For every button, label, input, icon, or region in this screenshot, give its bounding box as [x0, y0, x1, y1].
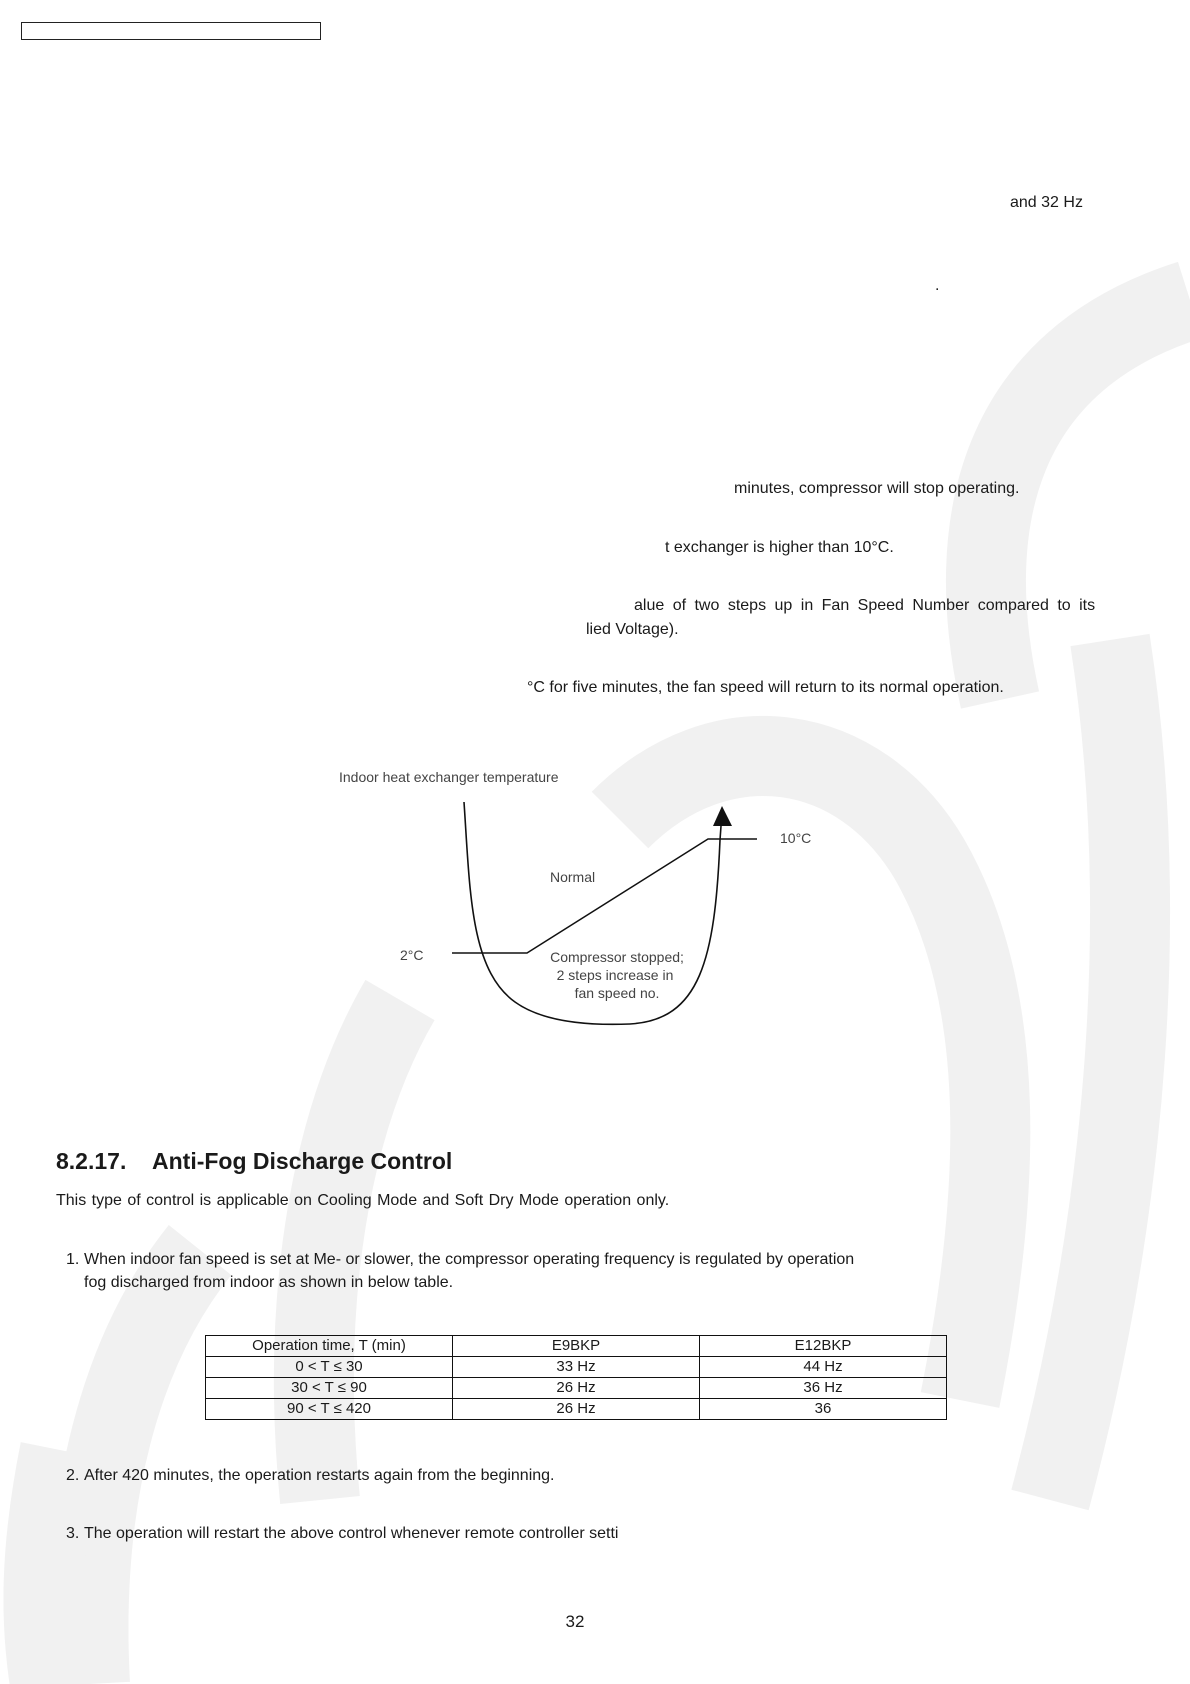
table-cell: 36 [700, 1399, 947, 1420]
text-fragment: lied Voltage). [586, 621, 679, 638]
stopped-label-1: Compressor stopped; [550, 949, 684, 965]
section-heading [56, 1148, 452, 1175]
stopped-label-2: 2 steps increase in [556, 967, 674, 983]
text-fragment: and 32 Hz [1010, 194, 1083, 211]
table-cell: 26 Hz [453, 1399, 700, 1420]
section-number: 8.2.17. [56, 1148, 127, 1174]
table-row [206, 1378, 947, 1399]
text-fragment: . [935, 277, 940, 294]
table-header-cell: E12BKP [700, 1336, 947, 1357]
high-temp-label: 10°C [780, 830, 812, 846]
temperature-diagram [330, 770, 850, 1030]
item-1-line-1: When indoor fan speed is set at Me- or slower, the compressor operating frequency is regulated by operation [84, 1251, 855, 1268]
table-row [206, 1399, 947, 1420]
low-temp-label: 2°C [400, 947, 424, 963]
intro-text: This type of control is applicable on Cooling Mode and Soft Dry Mode operation only. [56, 1192, 670, 1209]
table-header-row [206, 1336, 947, 1357]
table-cell: 33 Hz [453, 1357, 700, 1378]
item-number: 2. [66, 1467, 80, 1484]
axis-label: Indoor heat exchanger temperature [339, 770, 559, 785]
frequency-table [205, 1335, 947, 1420]
item-3-text: The operation will restart the above control whenever remote controller setti [84, 1525, 619, 1542]
normal-label: Normal [550, 869, 596, 885]
table-header-cell: E9BKP [453, 1336, 700, 1357]
table-cell: 26 Hz [453, 1378, 700, 1399]
header-box [21, 22, 321, 40]
table-cell: 0 < T ≤ 30 [206, 1357, 453, 1378]
table-cell: 30 < T ≤ 90 [206, 1378, 453, 1399]
table-cell: 44 Hz [700, 1357, 947, 1378]
text-fragment: °C for five minutes, the fan speed will return to its normal operation. [527, 679, 1004, 696]
text-fragment: alue of two steps up in Fan Speed Number compared to its [634, 597, 1096, 614]
text-fragment: t exchanger is higher than 10°C. [665, 539, 894, 556]
table-cell: 90 < T ≤ 420 [206, 1399, 453, 1420]
item-number: 1. [66, 1251, 80, 1268]
item-number: 3. [66, 1525, 80, 1542]
arrow-head [713, 806, 732, 826]
text-fragment: minutes, compressor will stop operating. [734, 480, 1020, 497]
item-2-text: After 420 minutes, the operation restarts again from the beginning. [84, 1467, 555, 1484]
section-title: Anti-Fog Discharge Control [152, 1148, 453, 1174]
table-cell: 36 Hz [700, 1378, 947, 1399]
item-1-line-2: fog discharged from indoor as shown in below table. [84, 1274, 454, 1291]
table-row [206, 1357, 947, 1378]
page-number: 32 [565, 1612, 585, 1631]
table-header-cell: Operation time, T (min) [206, 1336, 453, 1357]
stopped-label-3: fan speed no. [574, 985, 660, 1001]
